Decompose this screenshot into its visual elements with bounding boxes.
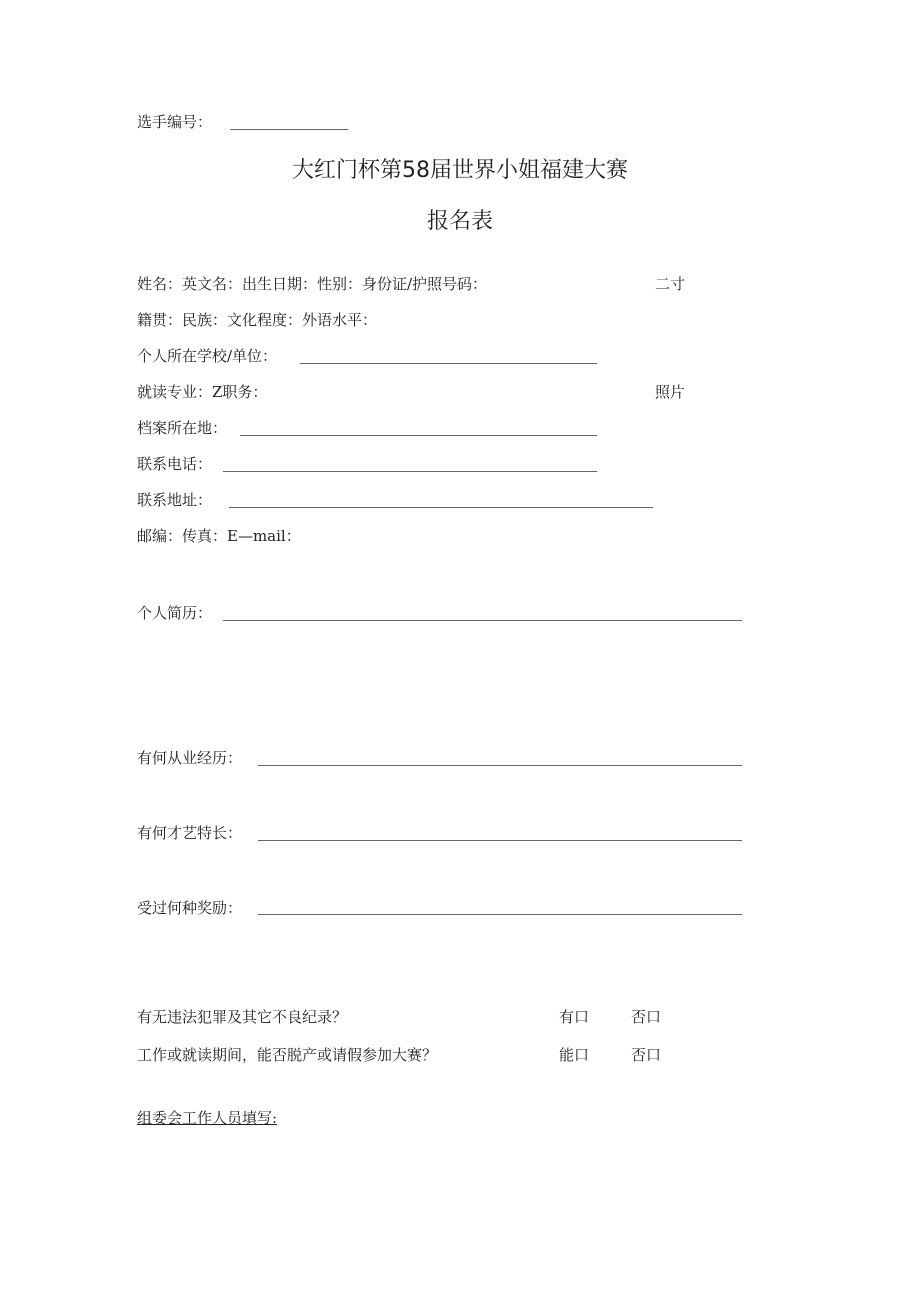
option-yes-checkbox[interactable]: 有口	[559, 1008, 590, 1026]
staff-section-heading: 组委会工作人员填写:	[137, 1109, 278, 1127]
page-subtitle: 报名表	[426, 209, 493, 234]
contact-info-row: 邮编：传真：E—mail：	[137, 527, 301, 545]
photo-label-photo: 照片	[655, 383, 686, 401]
basic-info-row-1: 姓名：英文名：出生日期：性别：身份证/护照号码：	[137, 275, 488, 293]
basic-info-row-2: 籍贯：民族：文化程度：外语水平：	[137, 311, 378, 329]
phone-field[interactable]	[223, 471, 597, 472]
page-title: 大红门杯第58届世界小姐福建大赛	[292, 158, 628, 183]
resume-label: 个人简历：	[137, 604, 213, 622]
awards-label: 受过何种奖励：	[137, 899, 243, 917]
work-experience-field[interactable]	[258, 765, 742, 766]
school-field[interactable]	[300, 363, 597, 364]
major-position-label: 就读专业：Z职务：	[137, 383, 268, 401]
contestant-number-label: 选手编号：	[137, 113, 213, 131]
question-criminal-record: 有无违法犯罪及其它不良纪录？	[137, 1008, 348, 1026]
question-leave-availability: 工作或就读期间，能否脱产或请假参加大赛？	[137, 1046, 438, 1064]
phone-label: 联系电话：	[137, 455, 213, 473]
resume-field[interactable]	[223, 620, 742, 621]
address-label: 联系地址：	[137, 491, 213, 509]
option-cannot-checkbox[interactable]: 否口	[631, 1046, 662, 1064]
talent-field[interactable]	[258, 840, 742, 841]
address-field[interactable]	[229, 507, 653, 508]
archive-field[interactable]	[240, 435, 597, 436]
awards-field[interactable]	[258, 914, 742, 915]
option-no-checkbox[interactable]: 否口	[631, 1008, 662, 1026]
school-label: 个人所在学校/单位：	[137, 347, 278, 365]
photo-label-size: 二寸	[655, 275, 686, 293]
talent-label: 有何才艺特长：	[137, 824, 243, 842]
option-can-checkbox[interactable]: 能口	[559, 1046, 590, 1064]
contestant-number-field[interactable]	[230, 129, 348, 130]
work-experience-label: 有何从业经历：	[137, 749, 243, 767]
archive-label: 档案所在地：	[137, 419, 228, 437]
